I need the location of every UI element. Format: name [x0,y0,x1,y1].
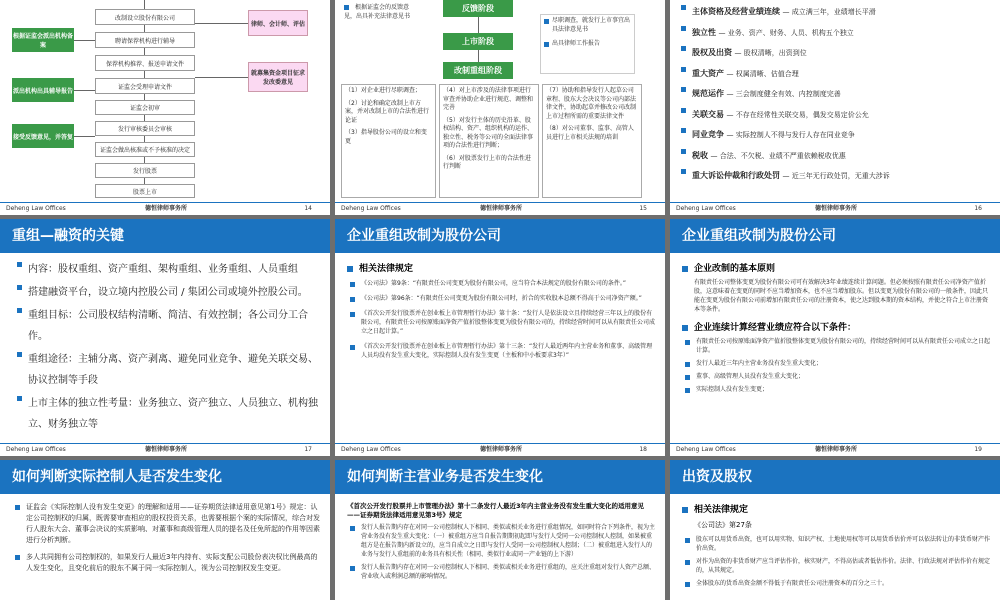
list-item: 税收 — 合法、不欠税、业绩不严重依赖税收优惠 [678,146,1000,167]
flow-step-2: 聘请保荐机构进行辅导 [95,32,195,48]
list-item: 《首次公开发行股票并在创业板上市管理暂行办法》第十三条：“发行人最近两年内主营业务和董事、高级管理人员均没有发生重大变化，实际控制人没有发生变更（主板和中小板要求3年）” [347,342,655,360]
control-list [12,502,320,574]
stage-listing: 上市阶段 [443,33,513,50]
tasks-col-2: （4）对上市涉及的法律事项进行审查并协助企业进行规范、调整和完善 （5）对发行主体的历史沿革、股权结构、资产、组织机构的运作、独立性、税务等公司的全面法律事项的合法性进行判断； （6）对股票发行上市的合法性进行判断 [439,84,539,198]
list-item: 发行人最近三年内主营业务没有发生重大变化； [682,359,990,368]
slide-14[interactable] [0,0,330,215]
list-item: 全体股东的货币出资金额不得低于有限责任公司注册资本的百分之三十。 [682,579,990,588]
list-item: 《公司法》第9条：“有限责任公司变更为股份有限公司，应当符合本法规定的股份有限公司的条件。” [347,279,655,288]
list-item: 股东可以用货币出资，也可以用实物、知识产权、土地使用权等可以用货币估价并可以依法转让的非货币财产作价出资。 [682,535,990,553]
feedback-note: 根据证监会的反馈意见，出具补充法律意见书 [341,2,413,36]
slide-title: 如何判断主营业务是否发生变化 [335,460,665,494]
slide-18[interactable] [335,219,665,456]
section-heading: 《首次公开发行股票并上市管理办法》第十二条发行人最近3年内主营业务没有发生重大变化的适用意见——证券期货法律适用意见第3号》规定 [347,502,645,519]
business-list [347,523,655,581]
slide-footer: Deheng Law Offices 德恒律师事务所 14 [0,202,330,215]
list-item: 多人共同拥有公司控制权的，如果发行人最近3年内持有、实际支配公司股份表决权比例最高的人发生变化，且变化前后的股东不属于同一实际控制人，视为公司控制权发生变更。 [12,552,320,574]
slide-footer: Deheng Law Offices 德恒律师事务所 16 [670,202,1000,215]
law-reference: 《公司法》第27条 [694,521,752,529]
flow-step-8: 发行股票 [95,163,195,178]
list-item: 董事、高级管理人员没有发生重大变化； [682,372,990,381]
list-item: 规范运作 — 三会制度健全有效、内控制度完善 [678,84,1000,105]
slide-19[interactable] [670,219,1000,456]
principle-paragraph: 有限责任公司整体变更为股份有限公司可有效解决3年业绩连续计算问题。但必须按照有限责任公司净资产值折股，这意味着在变更的同时不应当增加资本，也不应当增加股东。但以变更为股份有限公司的一般条件，因此只能在变更为股份有限公司前增加有限责任公司的注册资本，使之达到股本期的资本结构，并使之符合上市注册资本等条件。 [694,279,989,313]
slide-title: 如何判断实际控制人是否发生变化 [0,460,330,494]
list-item: 证监会《实际控制人没有发生变更》的理解和适用——证券期货法律适用意见第1号》规定：认定公司控制权的归属，既需要审查相应的股权投资关系，也需要根据个案的实际情况，综合对发行人股东大会、董事会决议的实质影响、对董事和高级管理人员的提名及任免所起的作用等因素进行分析判断。 [12,502,320,546]
list-item: 上市主体的独立性考量：业务独立、资产独立、人员独立、机构独立、财务独立等 [14,393,318,435]
list-item: 搭建融资平台，设立境内控股公司 / 集团公司或境外控股公司。 [14,282,318,303]
list-item: 重大资产 — 权属清晰、估值合理 [678,64,1000,85]
stage-restructure: 改制重组阶段 [443,62,513,79]
stage-feedback: 反馈阶段 [443,0,513,17]
list-item: 重组目标：公司股权结构清晰、简洁、有效控制；各公司分工合作。 [14,305,318,347]
list-item: 内容：股权重组、资产重组、架构重组、业务重组、人员重组 [14,259,318,280]
flow-step-9: 股票上市 [95,184,195,198]
slide-22[interactable] [670,460,1000,600]
list-item: 有限责任公司按原账面净资产值折股整体变更为股份有限公司的，持续经营时间可以从有限责任公司成立之日起计算。 [682,337,990,355]
slide-16[interactable] [670,0,1000,215]
flow-left-1: 根据证监会派出机构备案 [12,28,74,52]
listing-notes: 尽职调查，就发行上市事宜出具法律意见书 出具律师工作报告 [540,14,635,74]
requirements-list [678,2,1000,187]
list-item: 发行人报告期内存在对同一公司控制权人下相同、类似或相关业务进行重组的，应关注重组对发行人资产总额、营业收入或利润总额的影响情况。 [347,563,655,581]
list-item: 重大诉讼仲裁和行政处罚 — 近三年无行政处罚，无重大涉诉 [678,166,1000,187]
slide-15[interactable] [335,0,665,215]
list-item: 实际控制人没有发生变更； [682,385,990,394]
list-item: 《公司法》第96条：“有限责任公司变更为股份有限公司时，折合的实收股本总额不得高于公司净资产额。” [347,294,655,303]
slide-title: 企业重组改制为股份公司 [670,219,1000,253]
flow-left-3: 接受反馈意见，并答复 [12,124,74,148]
slide-footer: Deheng Law Offices 德恒律师事务所 15 [335,202,665,215]
flow-step-4: 证监会受理申请文件 [95,78,195,94]
restructure-list [14,259,318,435]
tasks-col-1: （1）对企业进行尽职调查； （2）讨论和确定改制上市方案，并对改制上市的合法性进行论证 （3）指导股份公司的设立和变更 [341,84,436,198]
capital-list [682,535,990,588]
flow-left-2: 派出机构出具辅导报告 [12,78,74,102]
flow-step-7: 证监会做出核准或不予核准的决定 [95,142,195,157]
tasks-col-3: （7）协助和指导发行人起草公司章程、股东大会决议等公司内部法律文件，协助起草并修改公司改制上市过程所需的重要法律文件 （8）对公司董事、监事、高管人员进行上市相关法规的培训 [542,84,642,198]
list-item: 对作为出资的非货币财产应当评估作价，核实财产，不得高估或者低估作价。法律、行政法规对评估作价有规定的，从其规定。 [682,557,990,575]
section-heading: 企业改制的基本原则 [682,261,990,274]
list-item: 股权及出资 — 股权清晰，出资到位 [678,43,1000,64]
slide-21[interactable] [335,460,665,600]
section-heading: 相关法律规定 [347,261,655,274]
slide-title: 企业重组改制为股份公司 [335,219,665,253]
list-item: 主体资格及经营业绩连续 — 成立满三年，业绩增长平滑 [678,2,1000,23]
list-item: 重组途径：主辅分离、资产剥离、避免同业竞争、避免关联交易、协议控制等手段 [14,349,318,391]
list-item: 同业竞争 — 实际控制人不得与发行人存在同业竞争 [678,125,1000,146]
list-item: 《首次公开发行股票并在创业板上市管理暂行办法》第十条：“发行人是依法设立且持续经营三年以上的股份有限公司，有限责任公司按原账面净资产值折股整体变更为股份有限公司的，持续经营时间可以从有限责任公司成立之日起计算。” [347,309,655,336]
conditions-list [682,337,990,394]
slide-20[interactable] [0,460,330,600]
flow-right-1: 律师、会计师、评估 [248,10,308,36]
slide-title: 出资及股权 [670,460,1000,494]
list-item: 关联交易 — 不存在经常性关联交易，偶发交易定价公允 [678,105,1000,126]
list-item: 发行人报告期内存在对同一公司控制权人下相同、类似或相关业务进行重组情况，如同时符合下列条件，视为主营业务没有发生重大变化：（一）被重组方应当自报告期期初起即与发行人受同一公司控制权人控制，如果被重组方是在报告期内新设立的，应当自成立之日即与发行人受同一公司控制权人控制；（二）被重组进入发行人的业务与发行人重组前的业务具有相关性（相同、类似行业或同一产业链的上下游） [347,523,655,559]
section-heading: 相关法律规定 [682,502,990,515]
slide-footer: Deheng Law Offices 德恒律师事务所 19 [670,443,1000,456]
slide-footer: Deheng Law Offices 德恒律师事务所 18 [335,443,665,456]
flow-step-5: 证监会初审 [95,100,195,115]
slide-footer: Deheng Law Offices 德恒律师事务所 17 [0,443,330,456]
flow-step-3: 保荐机构推荐、报送申请文件 [95,55,195,71]
slide-17[interactable] [0,219,330,456]
list-item: 独立性 — 业务、资产、财务、人员、机构五个独立 [678,23,1000,44]
flow-step-6: 发行审核委员会审核 [95,121,195,136]
slide-title: 重组—融资的关键 [0,219,330,253]
flow-right-2: 就募集资金项目征求发改委意见 [248,62,308,92]
section-heading: 企业连续计算经营业绩应符合以下条件： [682,320,990,333]
law-list [347,279,655,360]
flow-step-1: 改制设立股份有限公司 [95,9,195,25]
